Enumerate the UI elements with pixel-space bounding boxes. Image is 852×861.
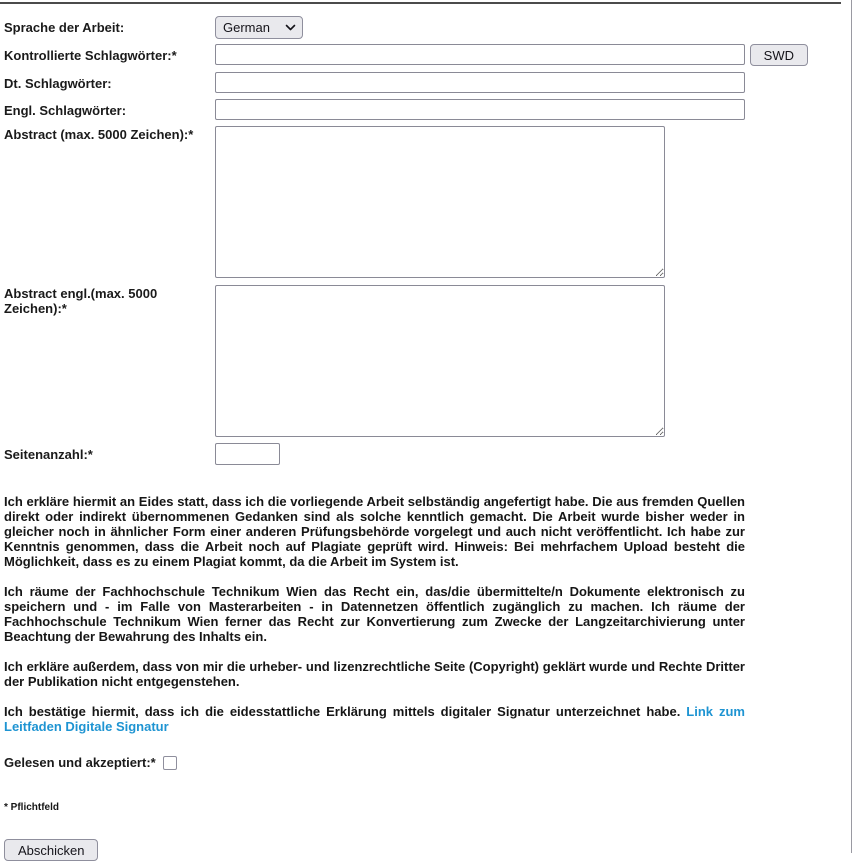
english-keywords-input[interactable] <box>215 99 745 120</box>
submit-row <box>4 839 808 861</box>
language-select-wrap <box>215 16 303 39</box>
form-row-abstract-de <box>4 126 808 278</box>
digital-signature-guide-link[interactable]: Link zum Leitfaden Digitale Signatur <box>4 704 745 734</box>
language-select[interactable] <box>215 16 303 39</box>
english-keywords-label: Engl. Schlagwörter: <box>4 103 127 118</box>
declaration-paragraph-2: Ich räume der Fachhochschule Technikum Wien das Recht ein, das/die übermittelte/n Dokumente elektronisch zu speichern und - im Falle von Masterarbeiten - in Datennetzen öffentlich zugänglich zu machen. Ich räume der Fachhochschule Technikum Wien ferner das Recht zur Konvertierung zum Zwecke der Langzeitarchivierung unter Beachtung der Bewahrung des Inhalts ein. <box>4 584 745 644</box>
required-fields-note: * Pflichtfeld <box>4 802 60 813</box>
abstract-en-textarea[interactable] <box>215 285 665 437</box>
consent-checkbox[interactable] <box>163 756 177 770</box>
form-row-english-keywords <box>4 99 808 120</box>
signature-statement-text: Ich bestätige hiermit, dass ich die eidesstattliche Erklärung mittels digitaler Signatur unterzeichnet habe. <box>4 704 687 719</box>
submit-button[interactable]: Abschicken <box>4 839 98 861</box>
swd-button[interactable]: SWD <box>750 44 808 66</box>
declaration-paragraph-1: Ich erkläre hiermit an Eides statt, dass ich die vorliegende Arbeit selbständig angefertigt habe. Die aus fremden Quellen direkt oder indirekt übernommenen Gedanken sind als solche kenntlich gemacht. Die Arbeit wurde bisher weder in gleicher noch in ähnlicher Form einer anderen Prüfungsbehörde vorgelegt und auch nicht veröffentlicht. Ich habe zur Kenntnis genommen, dass die Arbeit noch auf Plagiate geprüft wird. Hinweis: Bei mehrfachem Upload besteht die Möglichkeit, dass es zu einem Plagiat kommt, da die Arbeit im System ist. <box>4 494 745 569</box>
language-label: Sprache der Arbeit: <box>4 20 125 35</box>
consent-label: Gelesen und akzeptiert:* <box>4 755 156 770</box>
page-count-input[interactable] <box>215 443 280 465</box>
declaration-paragraph-4 <box>4 704 745 734</box>
german-keywords-label: Dt. Schlagwörter: <box>4 76 112 91</box>
form-row-german-keywords <box>4 72 808 93</box>
top-divider <box>0 2 841 4</box>
page-count-label: Seitenanzahl:* <box>4 447 93 462</box>
consent-row <box>4 755 808 770</box>
thesis-upload-form <box>4 16 808 861</box>
controlled-keywords-label: Kontrollierte Schlagwörter:* <box>4 48 177 63</box>
declaration-section <box>4 494 745 734</box>
abstract-de-textarea[interactable] <box>215 126 665 278</box>
german-keywords-input[interactable] <box>215 72 745 93</box>
form-row-language <box>4 16 808 39</box>
controlled-keywords-input[interactable] <box>215 44 745 65</box>
abstract-en-label: Abstract engl.(max. 5000 Zeichen):* <box>4 286 158 316</box>
form-row-controlled-keywords <box>4 44 808 66</box>
form-row-page-count <box>4 443 808 465</box>
declaration-paragraph-3: Ich erkläre außerdem, dass von mir die urheber- und lizenzrechtliche Seite (Copyright) geklärt wurde und Rechte Dritter der Publikation nicht entgegenstehen. <box>4 659 745 689</box>
abstract-de-label: Abstract (max. 5000 Zeichen):* <box>4 127 194 142</box>
form-row-abstract-en <box>4 285 808 437</box>
